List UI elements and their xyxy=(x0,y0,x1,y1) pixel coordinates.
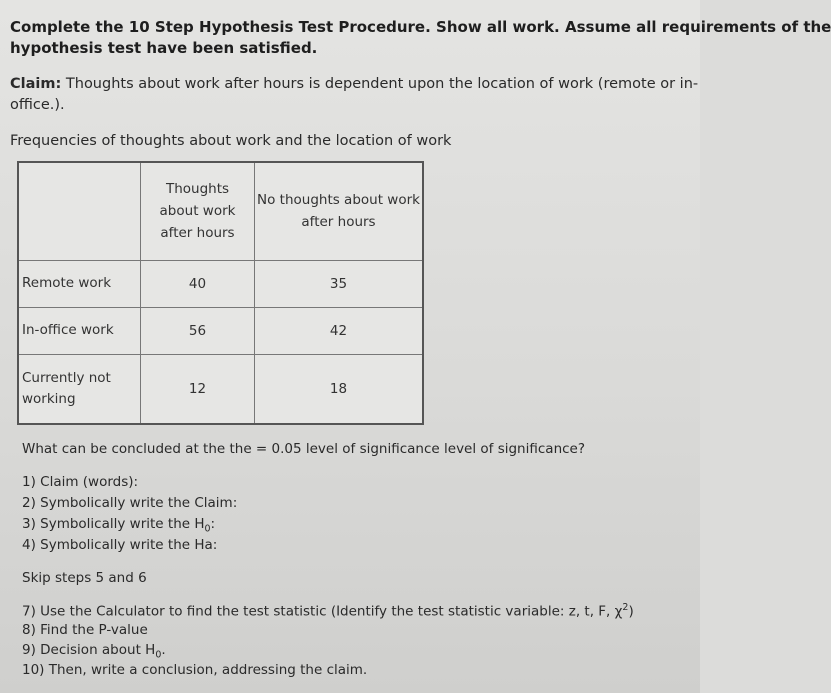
instruction-line-1: Complete the 10 Step Hypothesis Test Procedure. Show all work. Assume all requirements of the xyxy=(10,18,831,36)
claim-line-2: office.). xyxy=(10,97,65,113)
step-3: 3) Symbolically write the $H_0$: xyxy=(22,516,216,535)
table-row xyxy=(18,354,423,424)
table-header-row xyxy=(18,162,423,260)
step-9: 9) Decision about $H_0$. xyxy=(22,642,166,661)
cell-remote-no-thoughts: 35 xyxy=(255,260,424,307)
cell-in-office-no-thoughts: 42 xyxy=(255,307,424,354)
skip-steps-note: Skip steps 5 and 6 xyxy=(22,570,147,586)
instruction-line-2: hypothesis test have been satisfied. xyxy=(10,39,318,57)
col-header-thoughts: Thoughts about work after hours xyxy=(141,162,255,260)
cell-remote-thoughts: 40 xyxy=(141,260,255,307)
cell-not-working-no-thoughts: 18 xyxy=(255,354,424,424)
table-caption: Frequencies of thoughts about work and the location of work xyxy=(10,133,452,149)
question-text: What can be concluded at the the = 0.05 level of significance level of significance? xyxy=(22,441,586,457)
row-label-not-working: Currently not working xyxy=(18,354,141,424)
cell-in-office-thoughts: 56 xyxy=(141,307,255,354)
claim-line-1 xyxy=(10,76,698,92)
step-8: 8) Find the P-value xyxy=(22,622,148,638)
claim-text-1: Thoughts about work after hours is dependent upon the location of work (remote or in- xyxy=(61,76,699,92)
frequency-table xyxy=(17,161,424,425)
step-4: 4) Symbolically write the Ha: xyxy=(22,537,218,553)
step-2: 2) Symbolically write the Claim: xyxy=(22,495,238,511)
table-row xyxy=(18,260,423,307)
row-label-in-office: In-office work xyxy=(18,307,141,354)
step-7: 7) Use the Calculator to find the test statistic (Identify the test statistic variable: z, t, F, $\chi^2$) xyxy=(22,602,634,620)
col-header-no-thoughts: No thoughts about work after hours xyxy=(255,162,424,260)
step-10: 10) Then, write a conclusion, addressing the claim. xyxy=(22,662,368,678)
table-row xyxy=(18,307,423,354)
table-corner-cell xyxy=(18,162,141,260)
row-label-remote: Remote work xyxy=(18,260,141,307)
claim-label: Claim: xyxy=(10,76,62,92)
cell-not-working-thoughts: 12 xyxy=(141,354,255,424)
step-1: 1) Claim (words): xyxy=(22,474,139,490)
